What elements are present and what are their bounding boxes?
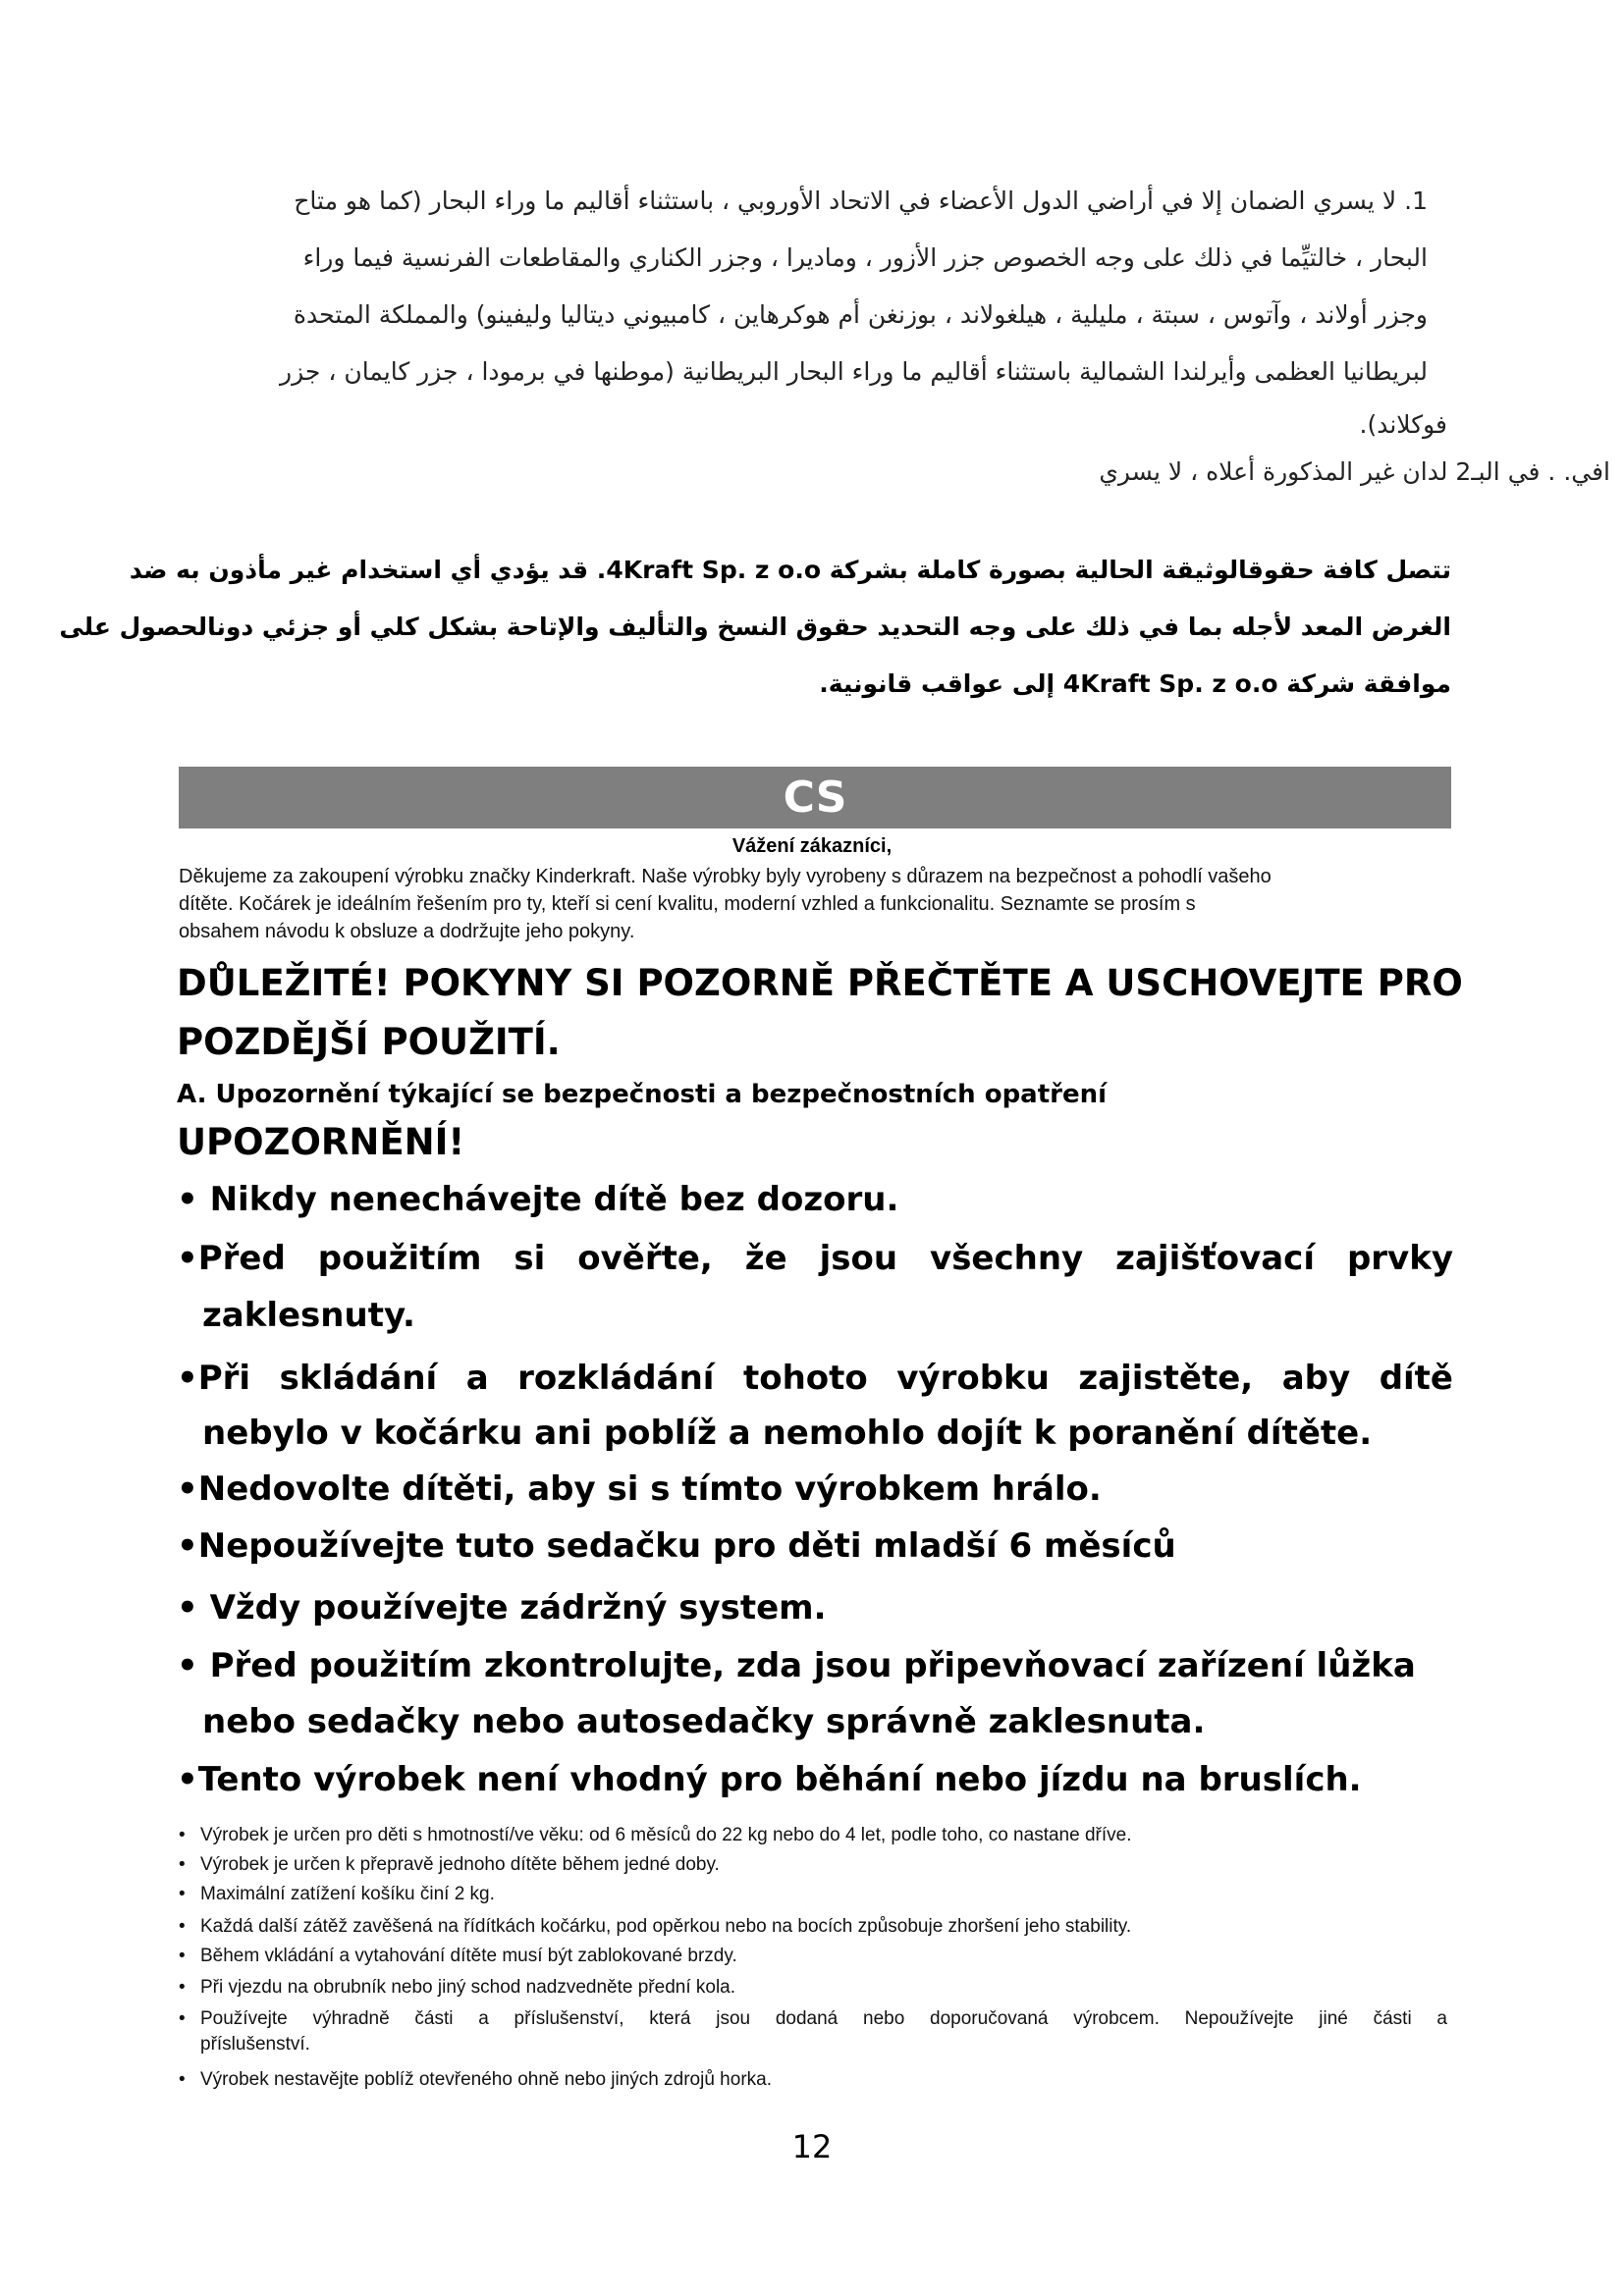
intro-line-1: Děkujeme za zakoupení výrobku značky Kinderkraft. Naše výrobky byly vyrobeny s důrazem na bezpečnost a pohodlí vašeho — [179, 866, 1272, 887]
bullet-icon: • — [179, 1946, 186, 1966]
bullet-icon: • — [179, 2008, 186, 2029]
warning-bullet-2-cont: zaklesnuty. — [202, 1296, 415, 1335]
small-bullet-1 — [179, 1825, 1455, 1850]
small-bullet-6 — [179, 1977, 1455, 2002]
warning-bullet-7-cont: nebo sedačky nebo autosedačky správně zaklesnuta. — [202, 1702, 1206, 1741]
bullet-text: Vždy používejte zádržný system. — [209, 1588, 827, 1628]
bullet-icon: • — [177, 1760, 198, 1799]
arabic-warranty-line-1: 1. لا يسري الضمان إلا في أراضي الدول الأعضاء في الاتحاد الأوروبي ، باستثناء أقاليم ما وراء البحار (كما هو متاح — [294, 187, 1428, 215]
bullet-text: Při vjezdu na obrubník nebo jiný schod nadzvedněte přední kola. — [200, 1977, 736, 1998]
warning-bullet-5 — [177, 1526, 1176, 1566]
bullet-icon: • — [179, 1977, 186, 1998]
bullet-icon: • — [179, 1854, 186, 1875]
bullet-text: Před použitím si ověřte, že jsou všechny zajišťovací prvky — [197, 1239, 1453, 1278]
arabic-copyright-line-3: موافقة شركة 4Kraft Sp. z o.o إلى عواقب قانونية. — [819, 669, 1451, 698]
bullet-text: Používejte výhradně části a příslušenství, která jsou dodaná nebo doporučovaná výrobcem. Nepoužívejte jiné části a — [200, 2008, 1447, 2029]
warning-bullet-6 — [177, 1588, 827, 1628]
warning-bullet-1 — [177, 1180, 898, 1219]
bullet-icon: • — [179, 1825, 186, 1845]
bullet-text: Tento výrobek není vhodný pro běhání nebo jízdu na bruslích. — [197, 1760, 1362, 1799]
bullet-text: Výrobek je určen pro děti s hmotností/ve věku: od 6 měsíců do 22 kg nebo do 4 let, podle toho, co nastane dříve. — [200, 1825, 1132, 1845]
bullet-text: Před použitím zkontrolujte, zda jsou připevňovací zařízení lůžka — [209, 1646, 1416, 1685]
arabic-warranty-line-3: وجزر أولاند ، وآتوس ، سبتة ، مليلية ، هيلغولاند ، بوزنغن أم هوكرهاين ، كامبيوني ديتاليا وليفينو) والمملكة المتحدة — [293, 300, 1428, 329]
bullet-text: Každá další zátěž zavěšená na řídítkách kočárku, pod opěrkou nebo na bocích způsobuje zhoršení jeho stability. — [200, 1916, 1132, 1937]
bullet-text: Výrobek je určen k přepravě jednoho dítěte během jedné doby. — [200, 1854, 720, 1875]
warning-bullet-7 — [177, 1646, 1416, 1685]
section-header-cs: CS — [179, 767, 1451, 828]
small-bullet-5 — [179, 1946, 1455, 1971]
bullet-icon: • — [177, 1646, 198, 1685]
section-a-heading: A. Upozornění týkající se bezpečnosti a bezpečnostních opatření — [177, 1080, 1108, 1109]
bullet-icon: • — [177, 1526, 198, 1566]
page-number: 12 — [791, 2128, 833, 2165]
bullet-text: Při skládání a rozkládání tohoto výrobku zajistěte, aby dítě — [197, 1359, 1453, 1398]
warning-title: UPOZORNĚNÍ! — [177, 1121, 465, 1163]
warning-bullet-3 — [177, 1359, 1453, 1398]
greeting: Vážení zákazníci, — [731, 835, 893, 857]
intro-line-2: dítěte. Kočárek je ideálním řešením pro ty, kteří si cení kvalitu, moderní vzhled a funkcionalitu. Seznamte se prosím s — [179, 893, 1196, 915]
small-bullet-7 — [179, 2008, 1455, 2034]
warning-bullet-8 — [177, 1760, 1362, 1799]
warning-bullet-4 — [177, 1469, 1102, 1509]
bullet-text: Nikdy nenechávejte dítě bez dozoru. — [209, 1180, 899, 1219]
bullet-text: Nepoužívejte tuto sedačku pro děti mladší 6 měsíců — [197, 1526, 1176, 1566]
warning-bullet-3-cont: nebylo v kočárku ani poblíž a nemohlo dojít k poranění dítěte. — [202, 1414, 1373, 1453]
arabic-warranty-line-4: لبريطانيا العظمى وأيرلندا الشمالية باستثناء أقاليم ما وراء البحار البريطانية (موطنها في برمودا ، جزر كايمان ، جزر — [280, 357, 1428, 386]
bullet-text: Výrobek nestavějte poblíž otevřeného ohně nebo jiných zdrojů horka. — [200, 2069, 772, 2090]
small-bullet-8 — [179, 2069, 1455, 2095]
bullet-icon: • — [177, 1588, 198, 1628]
bullet-icon: • — [179, 2069, 186, 2090]
small-bullet-2 — [179, 1854, 1455, 1880]
small-bullet-7-cont: příslušenství. — [200, 2034, 310, 2055]
arabic-warranty-line-2: البحار ، خالتيِّما في ذلك على وجه الخصوص جزر الأزور ، وماديرا ، وجزر الكناري والمقاطعات الفرنسية فيما وراء — [302, 243, 1428, 272]
arabic-copyright-line-2: الغرض المعد لأجله بما في ذلك على وجه التحديد حقوق النسخ والتأليف والإتاحة بشكل كلي أو جزئي دونالحصول على — [59, 613, 1451, 641]
bullet-text: Nedovolte dítěti, aby si s tímto výrobkem hrálo. — [197, 1469, 1102, 1509]
warning-bullet-2 — [177, 1239, 1453, 1278]
arabic-warranty-line-5: فوكلاند). — [1359, 410, 1447, 439]
bullet-icon: • — [179, 1884, 186, 1904]
bullet-icon: • — [177, 1359, 198, 1398]
small-bullet-4 — [179, 1916, 1455, 1942]
arabic-warranty-line-6: افي. . في البـ2 لدان غير المذكورة أعلاه ، لا يسري — [1099, 457, 1610, 486]
small-bullet-3 — [179, 1884, 1455, 1909]
bullet-icon: • — [177, 1180, 198, 1219]
bullet-icon: • — [177, 1469, 198, 1509]
arabic-copyright-line-1: تتصل كافة حقوقالوثيقة الحالية بصورة كاملة بشركة 4Kraft Sp. z o.o. قد يؤدي أي استخدام غير مأذون به ضد — [129, 556, 1451, 584]
bullet-text: Během vkládání a vytahování dítěte musí být zablokované brzdy. — [200, 1946, 737, 1966]
bullet-icon: • — [177, 1239, 198, 1278]
important-heading-line-2: POZDĚJŠÍ POUŽITÍ. — [177, 1021, 561, 1063]
important-heading-line-1: DŮLEŽITÉ! POKYNY SI POZORNĚ PŘEČTĚTE A USCHOVEJTE PRO — [177, 962, 1463, 1004]
bullet-icon: • — [179, 1916, 186, 1937]
intro-line-3: obsahem návodu k obsluze a dodržujte jeho pokyny. — [179, 921, 635, 942]
bullet-text: Maximální zatížení košíku činí 2 kg. — [200, 1884, 495, 1904]
